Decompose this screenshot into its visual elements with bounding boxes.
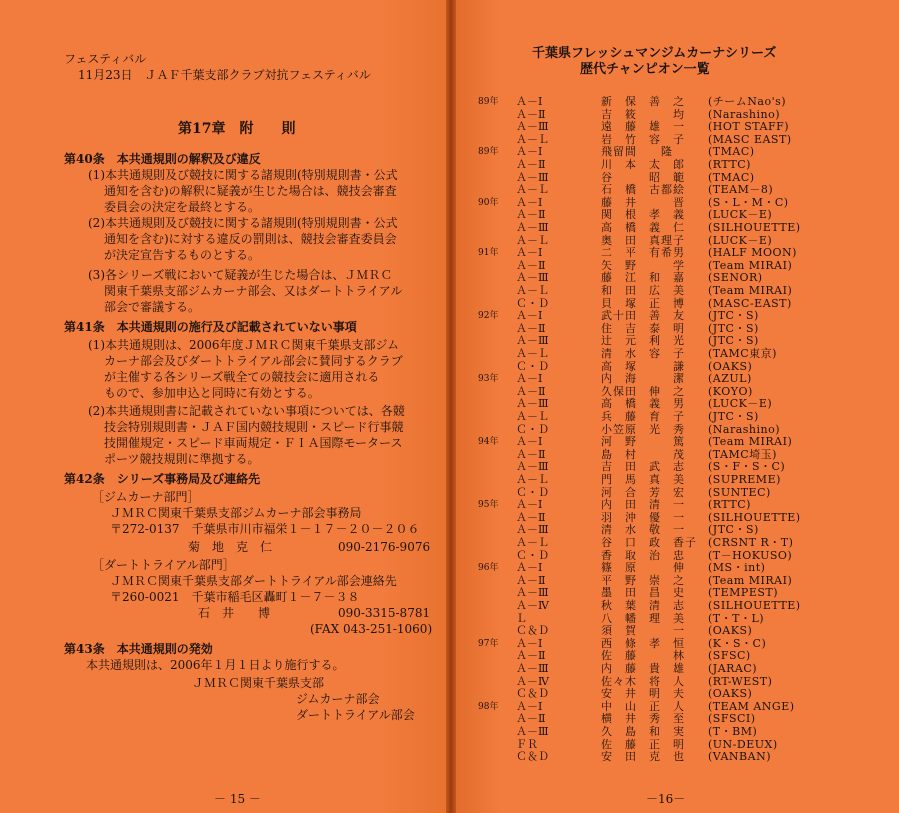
champion-team: (JTC・S) bbox=[708, 321, 759, 335]
champion-class: Ａ－Ⅲ bbox=[516, 586, 549, 600]
champion-team: (OAKS) bbox=[708, 359, 753, 373]
champion-name: 岩 竹 容 子 bbox=[601, 132, 685, 146]
signature-branch: ＪＭＲＣ関東千葉県支部 bbox=[192, 676, 325, 690]
champion-class: Ｃ・Ｄ bbox=[516, 548, 549, 562]
champion-year: 89年 bbox=[478, 147, 499, 158]
champion-class: Ａ－Ⅲ bbox=[516, 271, 549, 285]
champion-year: 89年 bbox=[478, 97, 499, 107]
champion-name: 遠 藤 雄 一 bbox=[601, 120, 685, 134]
champion-name: 清 水 敬 一 bbox=[601, 523, 685, 537]
article-43-title: 第43条 本共通規則の発効 bbox=[64, 642, 213, 656]
champion-team: (TMAC) bbox=[708, 170, 755, 184]
champion-class: Ａ－Ⅰ bbox=[516, 435, 543, 449]
champion-team: (SILHOUETTE) bbox=[708, 510, 801, 524]
article-41-title: 第41条 本共通規則の施行及び記載されていない事項 bbox=[64, 320, 357, 334]
champion-name: 二 平 有希男 bbox=[601, 246, 685, 260]
champion-name: 内 海 潔 bbox=[601, 372, 685, 386]
chapter-title: 第17章 附 則 bbox=[178, 121, 296, 137]
champion-team: (S・F・S・C) bbox=[708, 460, 786, 474]
gymkhana-section-label: ［ジムカーナ部門］ bbox=[92, 490, 200, 504]
art40-line: 部会で審議する。 bbox=[104, 300, 201, 314]
champion-name: 佐 藤 林 bbox=[601, 649, 685, 663]
champion-team: (Team MIRAI) bbox=[708, 258, 793, 272]
champion-year: 93年 bbox=[478, 374, 499, 385]
champion-class: Ａ－Ｌ bbox=[516, 410, 549, 423]
champion-class: Ａ－Ⅰ bbox=[516, 561, 543, 575]
champion-name: 藤 江 和 嘉 bbox=[601, 271, 685, 285]
dirt-fax: (FAX 043-251-1060) bbox=[310, 622, 433, 636]
art41-line: カーナ部会及びダートトライアル部会に賛同するクラブ bbox=[104, 354, 403, 368]
gymkhana-contact-person: 菊 地 克 仁 bbox=[188, 540, 273, 554]
champion-class: Ａ－Ⅲ bbox=[516, 725, 549, 738]
champion-team: (TEAM ANGE) bbox=[708, 699, 795, 713]
champion-team: (JARAC) bbox=[708, 662, 758, 675]
champion-name: 門 馬 真 美 bbox=[601, 473, 685, 486]
champion-class: Ａ－Ⅲ bbox=[516, 523, 549, 537]
gymkhana-address: 〒272-0137 千葉県市川市福栄１－１７－２０－２０６ bbox=[110, 522, 420, 536]
art40-line: (2)本共通規則及び競技に関する諸規則(特別規則書・公式 bbox=[88, 216, 398, 230]
art43-line: 本共通規則は、2006年１月１日より施行する。 bbox=[86, 658, 345, 672]
art40-line: 関東千葉県支部ジムカーナ部会、又はダートトライアル bbox=[104, 284, 403, 298]
champion-team: (AZUL) bbox=[708, 372, 752, 386]
art41-line: 技開催規定・スピード車両規定・ＦＩＡ国際モータース bbox=[104, 436, 403, 450]
champion-name: 安 田 克 也 bbox=[601, 750, 685, 764]
art41-line: ポーツ競技規則に準拠する。 bbox=[104, 452, 260, 466]
champion-class: Ａ－Ⅲ bbox=[516, 334, 549, 348]
champion-team: (K・S・C) bbox=[708, 636, 767, 650]
champion-year: 90年 bbox=[478, 197, 499, 208]
champion-class: Ａ－Ⅳ bbox=[516, 599, 549, 612]
champion-team: (RTTC) bbox=[708, 498, 751, 512]
champion-class: Ａ－Ⅱ bbox=[516, 447, 546, 461]
champion-year: 97年 bbox=[478, 638, 499, 649]
champion-name: 河 野 篤 bbox=[601, 435, 685, 449]
champion-name: 川 本 太 郎 bbox=[601, 158, 685, 171]
champion-class: Ａ－Ⅱ bbox=[516, 258, 546, 272]
champion-name: 飛留間 隆 bbox=[601, 145, 673, 159]
champion-name: 久保田 伸 之 bbox=[601, 384, 685, 398]
champion-team: (SFSC) bbox=[708, 649, 751, 663]
champion-team: (CRSNT R・T) bbox=[708, 536, 794, 549]
champion-class: Ｌ bbox=[516, 611, 527, 625]
book-spine bbox=[446, 0, 456, 813]
champion-class: Ａ－Ⅱ bbox=[516, 107, 546, 121]
dirt-office: ＪＭＲＣ関東千葉県支部ダートトライアル部会連絡先 bbox=[110, 574, 397, 588]
champion-team: (JTC・S) bbox=[708, 410, 759, 423]
champion-class: Ｃ＆Ｄ bbox=[516, 624, 549, 638]
page-number-right: －16－ bbox=[646, 792, 686, 806]
left-page bbox=[0, 0, 446, 813]
champion-class: Ａ－Ｌ bbox=[516, 536, 549, 549]
signature-dirt: ダートトライアル部会 bbox=[296, 708, 415, 722]
champion-name: 篠 原 伸 bbox=[601, 561, 685, 575]
champion-team: (KOYO) bbox=[708, 384, 753, 398]
champion-class: Ｃ・Ｄ bbox=[516, 359, 549, 373]
art40-line: 通知を含む)の解釈に疑義が生じた場合は、競技会審査 bbox=[104, 184, 397, 198]
champion-class: Ａ－Ⅱ bbox=[516, 208, 546, 222]
champion-team: (VANBAN) bbox=[708, 750, 772, 764]
champion-name: 中 山 正 人 bbox=[601, 699, 685, 713]
champion-team: (TEAM－8) bbox=[708, 183, 774, 197]
festival-heading: フェスティバル bbox=[64, 52, 147, 66]
champion-name: 武十田 善 友 bbox=[601, 309, 685, 323]
champion-class: Ａ－Ｌ bbox=[516, 233, 549, 247]
champion-name: 横 井 秀 至 bbox=[601, 712, 685, 726]
champion-class: Ｃ・Ｄ bbox=[516, 422, 549, 436]
champion-class: Ｃ・Ｄ bbox=[516, 296, 549, 310]
champion-name: 河 合 芳 宏 bbox=[601, 485, 685, 499]
champion-team: (T・T・L) bbox=[708, 611, 765, 625]
champion-team: (OAKS) bbox=[708, 624, 753, 638]
champion-class: Ａ－Ⅲ bbox=[516, 460, 549, 474]
champion-class: Ａ－Ⅰ bbox=[516, 372, 543, 386]
champion-year: 96年 bbox=[478, 563, 499, 574]
champion-name: 八 幡 理 美 bbox=[601, 611, 685, 625]
champion-name: 奥 田 真理子 bbox=[601, 233, 685, 247]
champion-team: (SILHOUETTE) bbox=[708, 599, 801, 612]
champion-team: (RT-WEST) bbox=[708, 674, 773, 688]
article-42-title: 第42条 シリーズ事務局及び連絡先 bbox=[64, 472, 261, 486]
champion-year: 92年 bbox=[478, 311, 499, 322]
champion-team: (JTC・S) bbox=[708, 334, 759, 348]
dirt-section-label: ［ダートトライアル部門］ bbox=[92, 558, 235, 572]
champion-class: Ａ－Ⅱ bbox=[516, 712, 546, 726]
art41-line: (1)本共通規則は、2006年度ＪＭＲＣ関東千葉県支部ジム bbox=[88, 338, 400, 352]
champion-name: 佐 藤 正 明 bbox=[601, 737, 685, 751]
champion-class: Ａ－Ⅰ bbox=[516, 309, 543, 323]
art40-line: 委員会の決定を最終とする。 bbox=[104, 200, 261, 214]
champion-class: Ａ－Ⅱ bbox=[516, 384, 546, 398]
champion-name: 平 野 崇 之 bbox=[601, 573, 685, 587]
champion-class: Ａ－Ⅰ bbox=[516, 699, 543, 713]
champion-name: 西 條 孝 恒 bbox=[601, 636, 685, 650]
champion-team: (T－HOKUSO) bbox=[708, 548, 793, 562]
festival-line: 11月23日 ＪＡＦ千葉支部クラブ対抗フェスティバル bbox=[78, 68, 371, 82]
champion-class: Ａ－Ⅲ bbox=[516, 662, 549, 675]
champion-team: (SILHOUETTE) bbox=[708, 221, 801, 234]
art41-line: 技会特別規則書・ＪＡＦ国内競技規則・スピード行事競 bbox=[104, 420, 404, 434]
champion-name: 島 村 茂 bbox=[601, 447, 685, 461]
champion-team: (Team MIRAI) bbox=[708, 284, 793, 297]
champion-class: Ａ－Ⅳ bbox=[516, 674, 549, 688]
champion-team: (Narashino) bbox=[708, 107, 781, 121]
champions-title: 千葉県フレッシュマンジムカーナシリーズ bbox=[532, 46, 777, 61]
champion-team: (Team MIRAI) bbox=[708, 573, 793, 587]
champion-name: 和 田 広 美 bbox=[601, 284, 685, 297]
champion-class: Ａ－Ⅲ bbox=[516, 120, 549, 134]
champion-team: (JTC・S) bbox=[708, 523, 759, 537]
champion-name: 佐々木 将 人 bbox=[601, 674, 685, 688]
art41-line: (2)本共通規則書に記載されていない事項については、各競 bbox=[88, 404, 405, 418]
champion-name: 吉 筱 均 bbox=[601, 107, 685, 121]
champion-class: Ａ－Ⅰ bbox=[516, 95, 543, 108]
champions-subtitle: 歴代チャンピオン一覧 bbox=[580, 62, 710, 77]
champion-team: (SENOR) bbox=[708, 271, 763, 285]
art41-line: が主催する各シリーズ戦全ての競技会に適用される bbox=[104, 370, 380, 384]
champion-name: 安 井 明 夫 bbox=[601, 687, 685, 701]
champion-class: Ａ－Ⅰ bbox=[516, 145, 543, 159]
page-number-left: － 15 － bbox=[214, 792, 261, 806]
champion-name: 久 島 和 実 bbox=[601, 725, 685, 738]
art40-line: が決定宣告するものとする。 bbox=[104, 248, 261, 262]
champion-team: (SUPREME) bbox=[708, 473, 781, 486]
champion-name: 高 塚 謙 bbox=[601, 359, 685, 373]
champion-year: 95年 bbox=[478, 500, 499, 511]
champion-name: 関 根 孝 義 bbox=[601, 208, 685, 222]
champion-class: Ａ－Ⅲ bbox=[516, 221, 549, 234]
champion-name: 谷 口 政 香子 bbox=[601, 536, 697, 549]
champion-name: 高 橋 義 男 bbox=[601, 397, 685, 411]
champion-team: (TAMC埼玉) bbox=[708, 447, 777, 461]
champion-class: ＦＲ bbox=[516, 737, 538, 751]
champion-name: 羽 沖 優 一 bbox=[601, 510, 685, 524]
champion-class: Ａ－Ⅰ bbox=[516, 246, 543, 260]
champion-team: (JTC・S) bbox=[708, 309, 759, 323]
champion-team: (Narashino) bbox=[708, 422, 781, 436]
champion-name: 内 藤 貴 雄 bbox=[601, 662, 685, 675]
champion-name: 小笠原 光 秀 bbox=[601, 422, 685, 436]
article-40-title: 第40条 本共通規則の解釈及び違反 bbox=[64, 152, 261, 166]
champion-name: 高 橋 義 仁 bbox=[601, 221, 685, 234]
champion-team: (MASC-EAST) bbox=[708, 296, 792, 310]
champion-team: (SFSCI) bbox=[708, 712, 756, 726]
champion-class: Ａ－Ｌ bbox=[516, 132, 549, 146]
champion-class: Ｃ＆Ｄ bbox=[516, 687, 549, 701]
champion-class: Ａ－Ⅱ bbox=[516, 158, 546, 171]
champion-class: Ａ－Ⅰ bbox=[516, 636, 543, 650]
dirt-contact-person: 石 井 博 bbox=[198, 606, 271, 620]
art41-line: もので、参加申込と同時に有効とする。 bbox=[104, 386, 320, 400]
champion-year: 94年 bbox=[478, 437, 499, 448]
champion-class: Ａ－Ｌ bbox=[516, 183, 549, 197]
champion-name: 香 取 治 忠 bbox=[601, 548, 685, 562]
champion-name: 須 賀 一 bbox=[601, 624, 685, 638]
art40-line: (3)各シリーズ戦において疑義が生じた場合は、ＪＭＲＣ bbox=[88, 268, 393, 282]
champion-team: (RTTC) bbox=[708, 158, 751, 171]
champion-team: (Team MIRAI) bbox=[708, 435, 793, 449]
dirt-address: 〒260-0021 千葉市稲毛区轟町１－７－３８ bbox=[110, 590, 360, 604]
champion-name: 矢 野 学 bbox=[601, 258, 685, 272]
champion-class: Ａ－Ｌ bbox=[516, 473, 549, 486]
champion-class: Ａ－Ⅱ bbox=[516, 573, 546, 587]
gymkhana-office: ＪＭＲＣ関東千葉県支部ジムカーナ部会事務局 bbox=[110, 506, 362, 520]
champion-row bbox=[456, 750, 899, 764]
champion-name: 石 橋 古都絵 bbox=[601, 183, 685, 197]
champion-team: (チームNao's) bbox=[708, 95, 787, 108]
champion-team: (TAMC東京) bbox=[708, 347, 777, 360]
champion-class: Ａ－Ⅱ bbox=[516, 321, 546, 335]
champion-class: Ａ－Ⅰ bbox=[516, 498, 543, 512]
gymkhana-phone: 090-2176-9076 bbox=[338, 540, 431, 554]
champion-class: Ａ－Ⅰ bbox=[516, 195, 543, 209]
champion-team: (SUNTEC) bbox=[708, 485, 771, 499]
champion-name: 住 吉 泰 明 bbox=[601, 321, 685, 335]
champion-team: (UN-DEUX) bbox=[708, 737, 778, 751]
champion-class: Ａ－Ⅱ bbox=[516, 510, 546, 524]
champion-class: Ａ－Ｌ bbox=[516, 284, 549, 297]
champion-team: (HALF MOON) bbox=[708, 246, 797, 260]
champion-name: 内 田 清 一 bbox=[601, 498, 685, 512]
champion-team: (TMAC) bbox=[708, 145, 755, 159]
champion-name: 新 保 善 之 bbox=[601, 95, 685, 108]
champion-team: (HOT STAFF) bbox=[708, 120, 790, 134]
champion-name: 清 水 容 子 bbox=[601, 347, 685, 360]
champion-team: (LUCK－E) bbox=[708, 208, 773, 222]
champion-team: (MASC EAST) bbox=[708, 132, 792, 146]
champion-team: (T・BM) bbox=[708, 725, 758, 738]
champion-class: Ａ－Ⅱ bbox=[516, 649, 546, 663]
right-page bbox=[456, 0, 899, 813]
champion-team: (MS・int) bbox=[708, 561, 766, 575]
champion-name: 兵 藤 育 子 bbox=[601, 410, 685, 423]
champion-name: 谷 昭 範 bbox=[601, 170, 685, 184]
art40-line: (1)本共通規則及び競技に関する諸規則(特別規則書・公式 bbox=[88, 168, 398, 182]
champion-name: 秋 葉 清 志 bbox=[601, 599, 685, 612]
champion-name: 吉 田 武 志 bbox=[601, 460, 685, 474]
signature-gymkhana: ジムカーナ部会 bbox=[296, 692, 380, 706]
champion-name: 藤 井 晋 bbox=[601, 195, 685, 209]
champion-team: (LUCK－E) bbox=[708, 233, 773, 247]
art40-line: 通知を含む)に対する違反の罰則は、競技会審査委員会 bbox=[104, 232, 397, 246]
champion-team: (TEMPEST) bbox=[708, 586, 779, 600]
champion-class: Ａ－Ⅲ bbox=[516, 170, 549, 184]
champion-team: (S・L・M・C) bbox=[708, 195, 789, 209]
champion-name: 辻 元 利 光 bbox=[601, 334, 685, 348]
champion-year: 91年 bbox=[478, 248, 499, 259]
champion-class: Ａ－Ｌ bbox=[516, 347, 549, 360]
dirt-phone: 090-3315-8781 bbox=[338, 606, 431, 620]
champion-class: Ｃ＆Ｄ bbox=[516, 750, 549, 764]
champion-name: 墨 田 昌 史 bbox=[601, 586, 685, 600]
champion-year: 98年 bbox=[478, 701, 499, 712]
champion-class: Ｃ・Ｄ bbox=[516, 485, 549, 499]
champion-team: (OAKS) bbox=[708, 687, 753, 701]
champion-name: 貝 塚 正 博 bbox=[601, 296, 685, 310]
champion-class: Ａ－Ⅲ bbox=[516, 397, 549, 411]
champion-team: (LUCK－E) bbox=[708, 397, 773, 411]
